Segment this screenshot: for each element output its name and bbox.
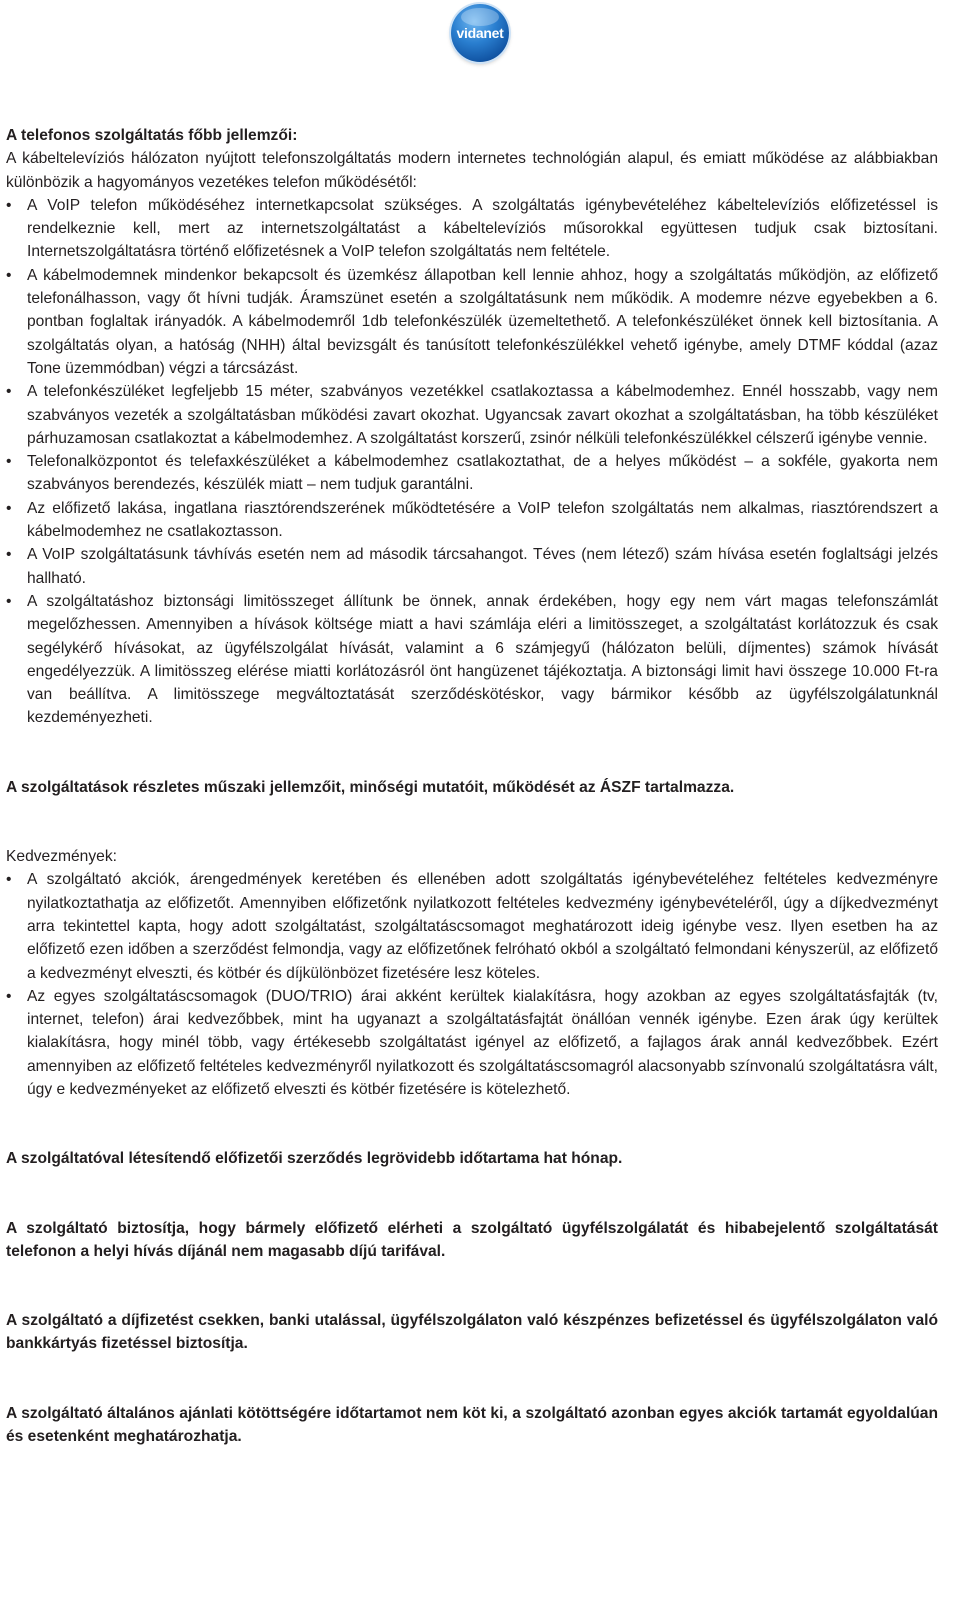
payment-statement: A szolgáltató a díjfizetést csekken, banki utalással, ügyfélszolgálaton való készpénzes befizetéssel és ügyfélszolgálaton való bankkártyás fizetéssel biztosítja.	[6, 1312, 938, 1353]
list-item: • A szolgáltató akciók, árengedmények keretében és ellenében adott szolgáltatás igénybevételéhez feltételes kedvezményre nyilatkoztathatja az előfizetőt. Amennyiben előfizetőnk nyilatkozott feltételes kedvezmény igénybevételéről, úgy a díjkedvezményt arra tekintettel kapta, hogy adott szolgáltatást, szolgáltatáscsomagot meghatározott ideig igénybe vesz. Ilyen esetben ha az előfizető ezen időben a szerződést felmondja, vagy az előfizetőnek felróható okból a szolgáltató felmondani kényszerül, az előfizető a kedvezményt elveszti, és kötbér és díjkülönbözet fizetésére lesz köteles.	[6, 868, 938, 984]
kedvezmenyek-heading: Kedvezmények:	[6, 848, 117, 866]
header	[0, 4, 960, 62]
list-item: • A VoIP telefon működéséhez internetkapcsolat szükséges. A szolgáltatás igénybevételéhez kábeltelevíziós előfizetéssel is rendelkeznie kell, mert az internetszolgáltatást a kábeltelevíziós műsorokkal együttesen tudjuk csak biztosítani. Internetszolgáltatásra történő előfizetésnek a VoIP telefon szolgáltatás nem feltétele.	[6, 194, 938, 264]
min-contract-statement: A szolgáltatóval létesítendő előfizetői szerződés legrövidebb időtartama hat hónap.	[6, 1150, 623, 1168]
telefon-heading: A telefonos szolgáltatás főbb jellemzői:	[6, 127, 298, 144]
list-item: • Telefonalközpontot és telefaxkészüléket a kábelmodemhez csatlakoztathat, de a helyes működést – a sokféle, gyakorta nem szabványos berendezés, készülék miatt – nem tudjuk garantálni.	[6, 450, 938, 497]
list-item: • A VoIP szolgáltatásunk távhívás esetén nem ad második tárcsahangot. Téves (nem létező) szám hívása esetén foglaltsági jelzés hallható.	[6, 543, 938, 590]
customer-service-statement: A szolgáltató biztosítja, hogy bármely előfizető elérheti a szolgáltató ügyfélszolgálatát és hibabejelentő szolgáltatását telefonon a helyi hívás díjánál nem magasabb díjú tarifával.	[6, 1219, 938, 1260]
telefon-intro: A kábeltelevíziós hálózaton nyújtott telefonszolgáltatás modern internetes technológián alapul, és emiatt működése az alábbiakban különbözik a hagyományos vezetékes telefon működésétől:	[6, 150, 938, 191]
kedvezmenyek-bullet-list	[6, 868, 938, 1101]
list-item: • A kábelmodemnek mindenkor bekapcsolt és üzemkész állapotban kell lennie ahhoz, hogy a szolgáltatás működjön, az előfizető telefonálhasson, vagy őt hívni tudják. Áramszünet esetén a szolgáltatásunk nem működik. A modemre nézve egyebekben a 6. pontban foglaltak irányadók. A kábelmodemről 1db telefonkészülék üzemeltethető. A telefonkészüléket önnek kell biztosítania. A szolgáltatás olyan, a hatóság (NHH) által bevizsgált és tanúsított telefonkészülékkel vehető igénybe, amely DTMF kóddal (azaz Tone üzemmódban) végzi a tárcsázást.	[6, 264, 938, 380]
list-item: • Az egyes szolgáltatáscsomagok (DUO/TRIO) árai akként kerültek kialakításra, hogy azokban az egyes szolgáltatásfajták (tv, internet, telefon) árai kedvezőbbek, mint ha ugyanazt a szolgáltatásfajtát önállóan vennék igénybe. Ezen árak úgy kerültek kialakításra, hogy minél több, vagy értékesebb szolgáltatást igényel az előfizető, a fajlagos árak annál kedvezőbbek. Ezért amennyiben az előfizető feltételes kedvezményről nyilatkozott és szolgáltatáscsomagról alacsonyabb színvonalú szolgáltatásra vált, úgy e kedvezményeket az előfizető elveszti és kötbér fizetésére is kötelezhető.	[6, 985, 938, 1101]
aszf-statement: A szolgáltatások részletes műszaki jellemzőit, minőségi mutatóit, működését az ÁSZF tartalmazza.	[6, 778, 735, 796]
document-body	[6, 124, 938, 1448]
list-item: • A telefonkészüléket legfeljebb 15 méter, szabványos vezetékkel csatlakoztassa a kábelmodemhez. Ennél hosszabb, vagy nem szabványos vezeték a szolgáltatásban működési zavart okozhat. Ugyancsak zavart okozhat a szolgáltatásban, ha több készüléket párhuzamosan csatlakoztat a kábelmodemhez. A szolgáltatást korszerű, zsinór nélküli telefonkészülékkel célszerű igénybe vennie.	[6, 380, 938, 450]
logo-text: vidanet	[456, 25, 504, 41]
offer-binding-statement: A szolgáltató általános ajánlati kötöttségére időtartamot nem köt ki, a szolgáltató azonban egyes akciók tartamát egyoldalúan és esetenként meghatározhatja.	[6, 1404, 938, 1446]
telefon-bullet-list	[6, 194, 938, 730]
list-item: • Az előfizető lakása, ingatlana riasztórendszerének működtetésére a VoIP telefon szolgáltatás nem alkalmas, riasztórendszert a kábelmodemhez ne csatlakoztasson.	[6, 497, 938, 544]
list-item: • A szolgáltatáshoz biztonsági limitösszeget állítunk be önnek, annak érdekében, hogy egy nem várt magas telefonszámlát megelőzhessen. Amennyiben a hívások költsége miatt a havi számlája eléri a limitösszeget, a szolgáltatást korlátozzuk és csak segélykérő hívásokat, az ügyfélszolgálat hívását, valamint a 6 számjegyű (hálózaton belüli, díjmentes) számok hívását engedélyezzük. A limitösszeg elérése miatti korlátozásról önt hangüzenet tájékoztatja. A biztonsági limit havi összege 10.000 Ft-ra van beállítva. A limitösszege megváltoztatását szerződéskötéskor, vagy bármikor később az ügyfélszolgálatunknál kezdeményezheti.	[6, 590, 938, 730]
vidanet-logo	[451, 4, 509, 62]
